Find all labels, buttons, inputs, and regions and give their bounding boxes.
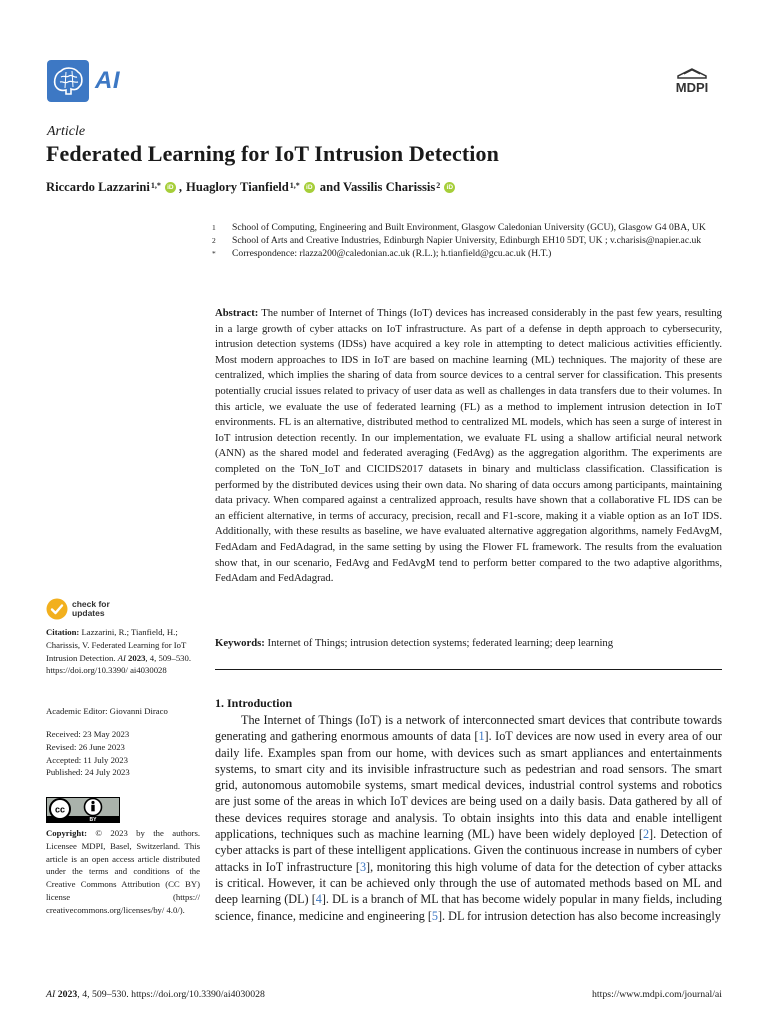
author-separator: ,	[178, 180, 183, 194]
author-affil-mark: 1,*	[150, 181, 161, 190]
citation-label: Citation:	[46, 627, 80, 637]
date-published: Published: 24 July 2023	[46, 767, 130, 778]
date-received: Received: 23 May 2023	[46, 729, 130, 739]
footer-journal: AI	[46, 989, 56, 1000]
author-affil-mark: 1,*	[289, 181, 300, 190]
citation-link[interactable]: 1	[478, 729, 485, 744]
abstract	[215, 306, 722, 587]
mdpi-logo-text: MDPI	[675, 80, 709, 95]
copyright-block	[46, 827, 200, 917]
orcid-icon[interactable]: iD	[165, 182, 176, 193]
abstract-label: Abstract:	[215, 307, 259, 319]
check-updates-icon	[46, 598, 68, 620]
affiliation-item	[212, 248, 722, 260]
author-name[interactable]: and Vassilis Charissis	[319, 180, 436, 194]
citation-text: Lazzarini, R.; Tianfield, H.; Charissis, V. Federated Learning for IoT Intrusion Detection.	[46, 627, 187, 663]
license-badge-text: BY	[89, 817, 97, 823]
abstract-text: The number of Internet of Things (IoT) devices has increased considerably in the past few years, resulting in a large growth of cyber attacks on IoT infrastructure. As part of a defense in depth approach to cybersecurity, intrusion detection systems (IDSs) have acquired a key role in attempting to detect malicious activities efficiently. Most modern approaches to IDS in IoT are based on machine learning (ML) techniques. The majority of these are centralized, which implies the sharing of data from source devices to a central server for classification. This presents potentially crucial issues related to privacy of user data as well as challenges in data transfers due to their volumes. In this article, we evaluate the use of federated learning (FL) as a method to implement intrusion detection in IoT environments. FL is an alternative, distributed method to centralized ML models, which has seen a surge of interest in IoT intrusion detection recently. In our implementation, we evaluate FL using a shallow artificial neural network (ANN) as the shared model and federated averaging (FedAvg) as the aggregation algorithm. The experiments are completed on the ToN_IoT and CICIDS2017 datasets in binary and multiclass classification. Classification is performed by the distributed devices using their own data. No sharing of data occurs among participants, maintaining data privacy. When compared against a centralized approach, results have shown that a collaborative FL IDS can be an efficient alternative, in terms of accuracy, precision, recall and F1-score, making it a viable option as an IoT IDS. Additionally, with these results as baseline, we have evaluated alternative aggregation algorithms, namely FedAvgM, FedAdam and FedAdagrad, in the same setting by using the Flower FL framework. The results from the evaluation show that, in our scenario, FedAvg and FedAvgM tend to perform better compared to the two adaptive algorithms, FedAdam and FedAdagrad.	[215, 307, 722, 585]
keywords-text: Internet of Things; intrusion detection systems; federated learning; deep learning	[267, 637, 614, 649]
affiliation-item	[212, 222, 722, 234]
affiliation-mark: 2	[212, 236, 216, 246]
academic-editor: Academic Editor: Giovanni Diraco	[46, 706, 168, 716]
author-list	[46, 180, 458, 195]
affiliation-text: School of Arts and Creative Industries, Edinburgh Napier University, Edinburgh EH10 5DT, UK ; v.charisis@napier.ac.uk	[232, 235, 702, 247]
mdpi-logo-icon[interactable]	[662, 68, 722, 98]
affiliations	[212, 222, 722, 262]
keywords	[215, 636, 722, 651]
citation-year: 2023	[128, 652, 146, 663]
article-type: Article	[47, 124, 86, 139]
citation-block	[46, 626, 200, 677]
introduction-body	[215, 712, 722, 924]
citation-link[interactable]: 3	[359, 859, 367, 874]
introduction-paragraph: The Internet of Things (IoT) is a network of interconnected smart devices that contribute towards generating and gathering enormous amounts of data [1]. IoT devices are now used in every area of our daily life. Examples span from our home, with devices such as smart appliances and entertainments systems, to smart city and its invisible infrastructure such as pedestrian and road sensors. The smart grid, autonomous automobile systems, smart medical devices, industrial control systems and robotics are just some of the areas in which IoT devices are being used on a daily basis. Data gathered by all of these devices requires storage and analysis. To obtain insights into this data and enable intelligent applications, techniques such as machine learning (ML) have been widely deployed [2]. Detection of cyber attacks is part of these intelligent applications. Given the continuous increase in numbers of cyber attacks in IoT infrastructure [3], monitoring this high volume of data for the detection of cyber attacks is critical. However, it can be achieved only through the use of automated methods based on ML and deep learning (DL) [4]. DL is a branch of ML that has become widely popular in many fields, including science, finance, medicine and engineering [5]. DL for intrusion detection has also become increasingly	[215, 713, 723, 923]
footer-doi[interactable]: , 4, 509–530. https://doi.org/10.3390/ai4030028	[77, 989, 265, 1000]
affiliation-mark: *	[212, 249, 216, 259]
footer-citation	[46, 989, 265, 1000]
citation-link[interactable]: 2	[642, 827, 650, 842]
orcid-icon[interactable]: iD	[304, 182, 315, 193]
check-for-updates-button[interactable]	[46, 598, 110, 620]
orcid-icon[interactable]: iD	[444, 182, 455, 193]
brain-logo-icon	[47, 60, 89, 102]
journal-logo[interactable]	[47, 60, 120, 102]
section-divider	[215, 669, 722, 670]
date-accepted: Accepted: 11 July 2023	[46, 754, 128, 765]
affiliation-text: School of Computing, Engineering and Built Environment, Glasgow Caledonian University (GCU), Glasgow G4 0BA, UK	[232, 222, 706, 233]
check-updates-label: check for updates	[72, 599, 110, 618]
copyright-text: © 2023 by the authors. Licensee MDPI, Basel, Switzerland. This article is an open access article distributed under the terms and conditions of the Creative Commons Attribution (CC BY) license (https:// creativecommons.org/licenses/by/ 4.0/).	[46, 828, 200, 915]
correspondence-text: Correspondence: rlazza200@caledonian.ac.uk (R.L.); h.tianfield@gcu.ac.uk (H.T.)	[232, 248, 552, 260]
copyright-label: Copyright:	[46, 828, 88, 838]
journal-name: AI	[95, 67, 120, 94]
article-title: Federated Learning for IoT Intrusion Detection	[46, 141, 499, 166]
publication-dates	[46, 728, 200, 779]
affiliation-item	[212, 235, 722, 247]
author-affil-mark: 2	[436, 181, 441, 190]
journal-url-link[interactable]: https://www.mdpi.com/journal/ai	[592, 989, 722, 1000]
citation-journal: AI	[117, 652, 126, 663]
cc-by-license-icon[interactable]	[46, 797, 120, 823]
footer-year: 2023	[57, 989, 78, 1000]
citation-link[interactable]: 5	[431, 908, 438, 923]
affiliation-mark: 1	[212, 223, 216, 232]
date-revised: Revised: 26 June 2023	[46, 741, 125, 752]
keywords-label: Keywords:	[215, 637, 265, 649]
author-name[interactable]: Riccardo Lazzarini	[46, 180, 150, 194]
section-heading: 1. Introduction	[215, 696, 293, 710]
citation-doi[interactable]: , 4, 509–530. https://doi.org/10.3390/ ai4030028	[46, 652, 192, 676]
svg-text:cc: cc	[54, 804, 66, 815]
citation-link[interactable]: 4	[315, 892, 322, 907]
author-name[interactable]: Huaglory Tianfield	[186, 180, 289, 194]
